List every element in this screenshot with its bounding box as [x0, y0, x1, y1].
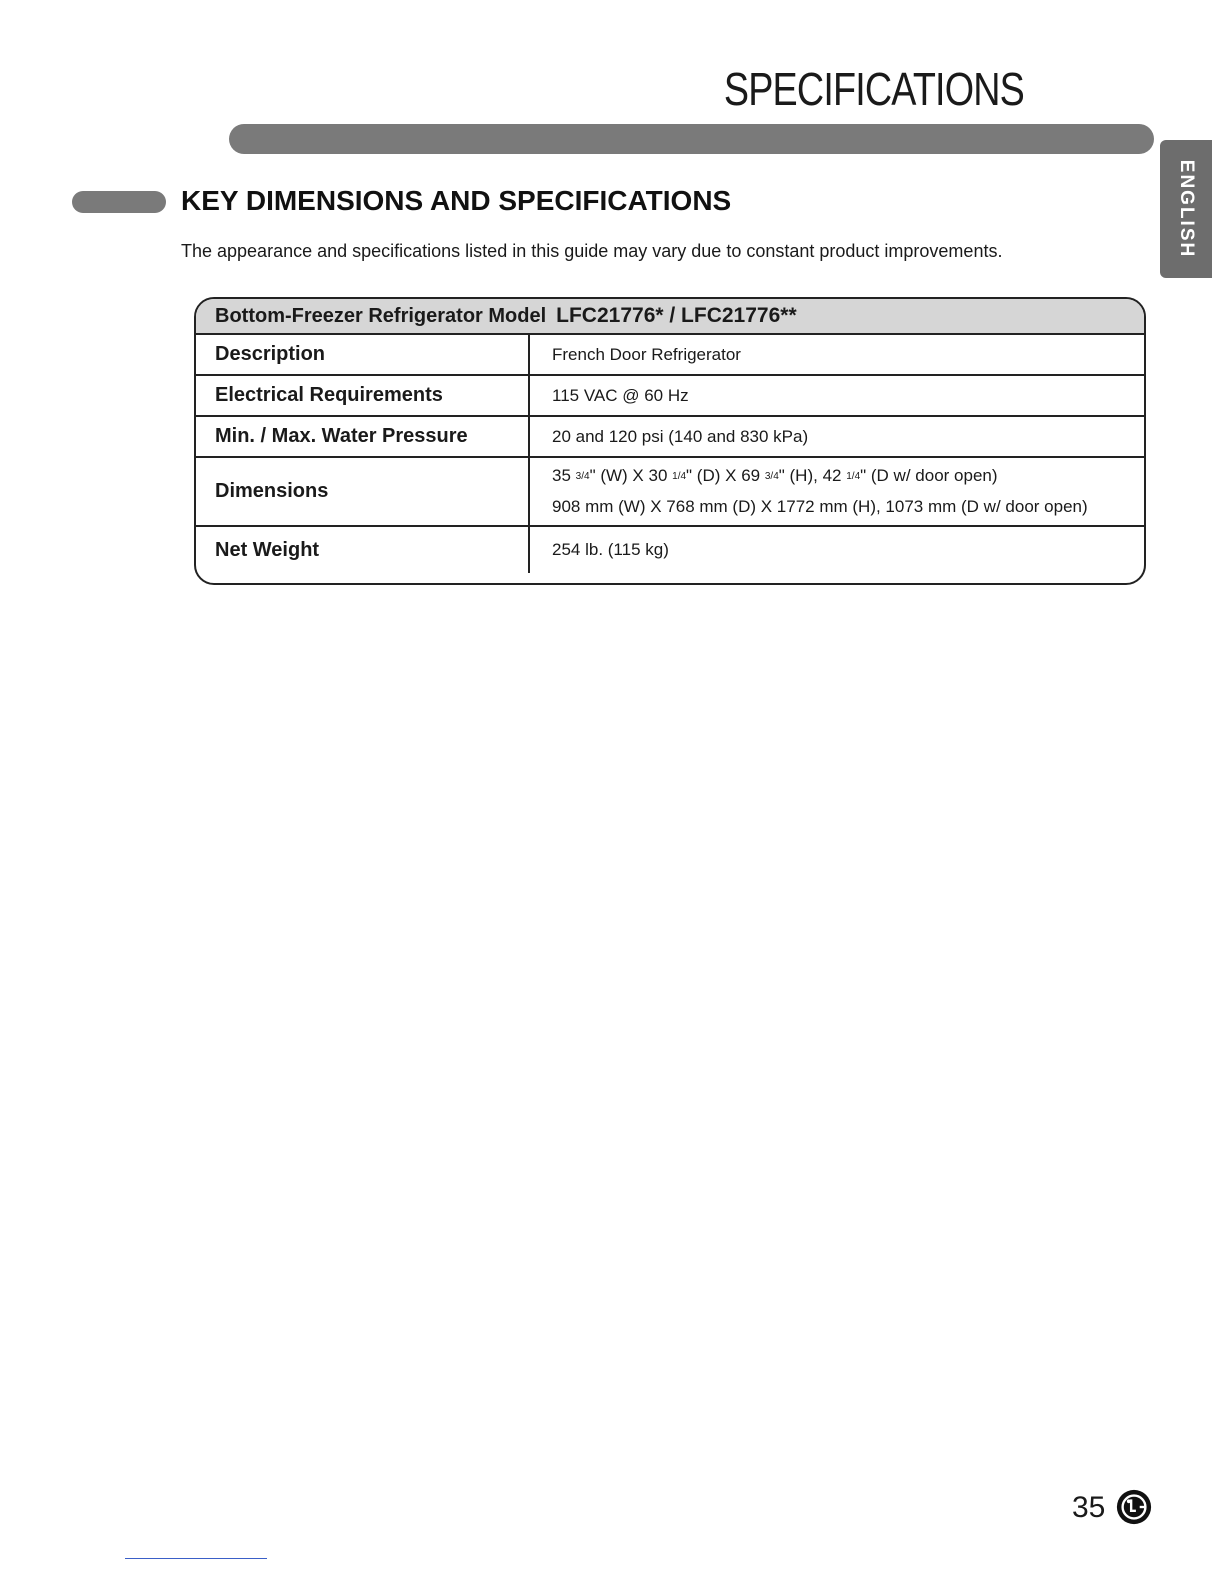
spec-table: [194, 297, 1146, 585]
spec-label: Dimensions: [196, 458, 530, 525]
section-marker: [72, 191, 166, 213]
description-value: French Door Refrigerator: [552, 344, 741, 364]
spec-value: [530, 376, 1144, 415]
spec-row-electrical: [196, 376, 1144, 417]
electrical-value: 115 VAC @ 60 Hz: [552, 385, 689, 405]
net-weight-value: 254 lb. (115 kg): [552, 540, 669, 559]
model-label: Bottom-Freezer Refrigerator Model: [215, 304, 547, 327]
spec-value: [530, 417, 1144, 456]
spec-label: Net Weight: [196, 527, 530, 573]
model-number: LFC21776* / LFC21776**: [556, 304, 797, 327]
spec-value: [530, 527, 1144, 573]
water-pressure-value: 20 and 120 psi (140 and 830 kPa): [552, 426, 809, 446]
spec-label: Description: [196, 335, 530, 374]
spec-row-water-pressure: [196, 417, 1144, 458]
dimensions-metric: 908 mm (W) X 768 mm (D) X 1772 mm (H), 1073 mm (D w/ door open): [552, 497, 1088, 516]
spec-value: [530, 458, 1144, 525]
spec-table-header: [196, 299, 1144, 335]
language-tab-label: ENGLISH: [1176, 159, 1198, 259]
dimensions-imperial: 35 3/4" (W) X 30 1/4" (D) X 69 3/4" (H), 42 1/4" (D w/ door open): [552, 466, 998, 485]
title-bar: [229, 124, 1154, 154]
page-title: SPECIFICATIONS: [723, 63, 1024, 115]
language-tab: [1160, 140, 1212, 278]
spec-row-description: [196, 335, 1144, 376]
page-number: 35: [1072, 1491, 1106, 1524]
footer-rule: [125, 1558, 267, 1559]
spec-label: Min. / Max. Water Pressure: [196, 417, 530, 456]
spec-row-net-weight: [196, 527, 1144, 573]
section-heading: KEY DIMENSIONS AND SPECIFICATIONS: [181, 185, 732, 216]
intro-text: The appearance and specifications listed in this guide may vary due to constant product improvements.: [181, 241, 1003, 261]
spec-value: [530, 335, 1144, 374]
spec-row-dimensions: [196, 458, 1144, 527]
spec-label: Electrical Requirements: [196, 376, 530, 415]
lg-logo-icon: [1115, 1488, 1153, 1526]
